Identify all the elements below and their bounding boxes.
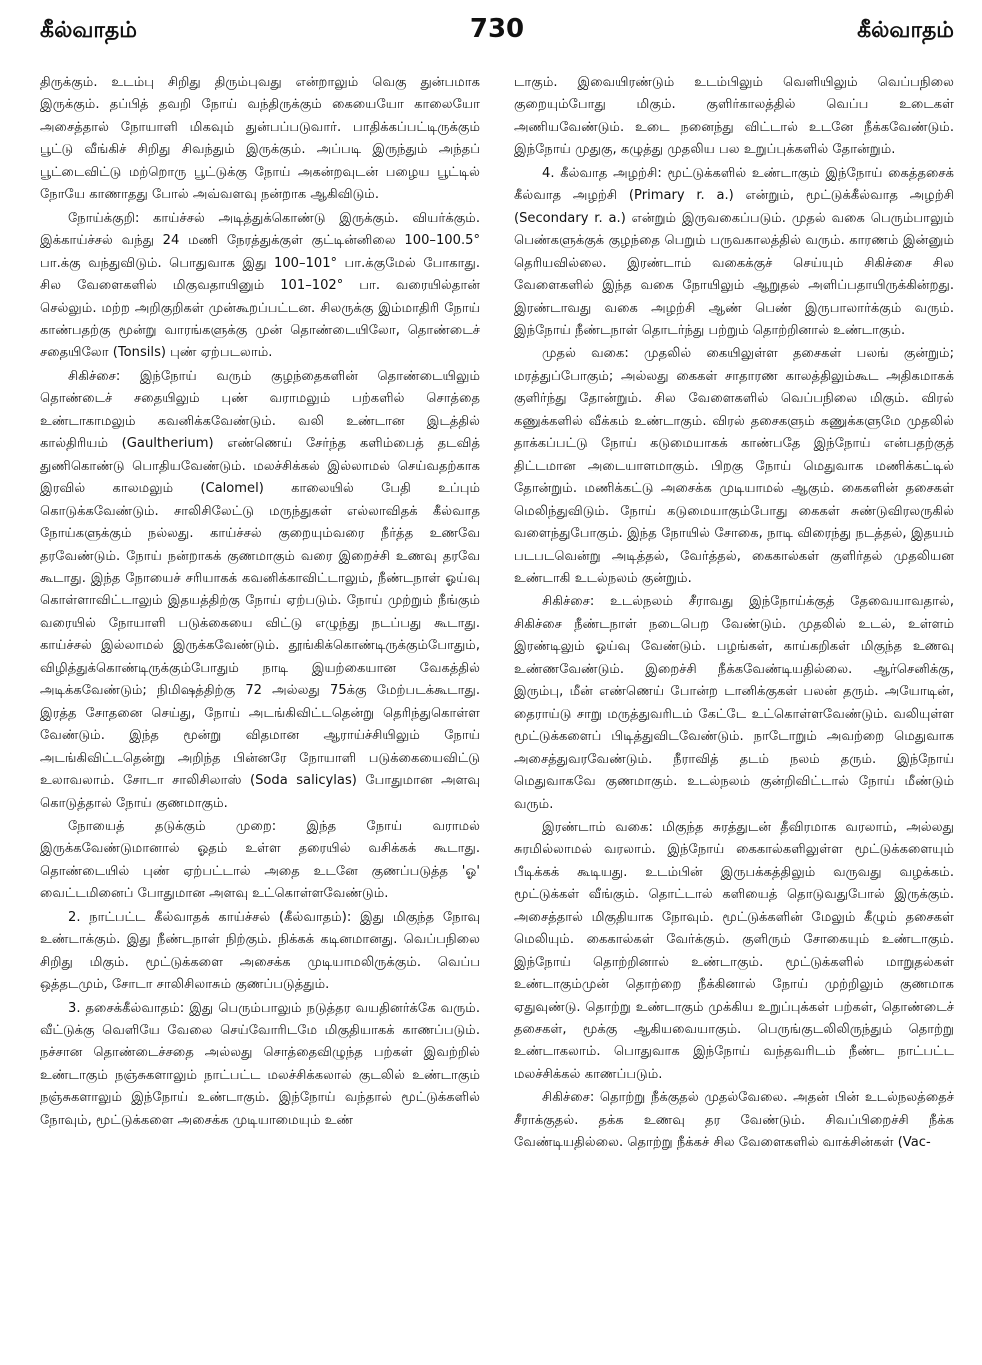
paragraph: சிகிச்சை: உடல்நலம் சீராவது இந்நோய்க்குத் தேவையாவதால், சிகிச்சை நீண்டநாள் நடைபெற வேண்டும். முதலில் உடல், உள்ளம் இரண்டிலும் ஓய்வு வேண்டும். பழங்கள், காய்கறிகள் மிகுந்த உணவு உண்ணவேண்டும். இறைச்சி நீக்கவேண்டியதில்லை. ஆர்செனிக்கு, இரும்பு, மீன் எண்ணெய் போன்ற டானிக்குகள் பலன் தரும். அயோடின், தைராய்டு சாறு மருத்துவரிடம் கேட்டே உட்கொள்ளவேண்டும். வலியுள்ள மூட்டுக்களைப் பிடித்துவிடவேண்டும். நாடோறும் அவற்றை மெதுவாக அசைத்துவரவேண்டும். நீராவித் தடம் நலம் தரும். இந்நோய் மெதுவாகவே குணமாகும். உடல்நலம் குன்றிவிட்டால் நோய் மீண்டும் வரும். [514,594,954,812]
paragraph: சிகிச்சை: தொற்று நீக்குதல் முதல்வேலை. அதன் பின் உடல்நலத்தைச் சீராக்குதல். தக்க உணவு தர வேண்டும். சிவப்பிறைச்சி நீக்க வேண்டியதில்லை. தொற்று நீக்கச் சில வேளைகளில் வாக்சின்கள் (Vac- [514,1090,954,1151]
paragraph: 4. கீல்வாத அழற்சி: மூட்டுக்களில் உண்டாகும் இந்நோய் கைத்தசைக் கீல்வாத அழற்சி (Primary r. a.) என்றும், மூட்டுக்கீல்வாத அழற்சி (Secondary r. a.) என்றும் இருவகைப்படும். முதல் வகை பெரும்பாலும் பெண்களுக்குக் குழந்தை பெறும் பருவகாலத்தில் வரும். காரணம் இன்னும் தெரியவில்லை. இரண்டாம் வகைக்குச் செய்யும் சிகிச்சை சில வேளைகளில் இந்த வகை நோயிலும் ஆறுதல் அளிப்பதாயிருக்கின்றது. இரண்டாவது வகை அழற்சி ஆண் பெண் இருபாலார்க்கும் வரும். இந்நோய் நீண்டநாள் தொடர்ந்து பற்றும் தொற்றினால் உண்டாகும். [514,165,954,338]
right-column [514,72,954,1155]
text-columns [40,72,954,1155]
paragraph: 3. தசைக்கீல்வாதம்: இது பெரும்பாலும் நடுத்தர வயதினர்க்கே வரும். வீட்டுக்கு வெளியே வேலை செய்வோரிடமே மிகுதியாகக் காணப்படும். நச்சான தொண்டைச்சதை அல்லது சொத்தைவிழுந்த பற்கள் இவற்றில் உண்டாகும் நஞ்சுகளாலும் நாட்பட்ட மலச்சிக்கலால் குடலில் உண்டாகும் நஞ்சுகளாலும் இந்நோய் உண்டாகும். இந்நோய் வந்தால் மூட்டுக்களில் நோவும், மூட்டுக்களை அசைக்க முடியாமையும் உண் [40,1000,480,1128]
paragraph: திருக்கும். உடம்பு சிறிது திரும்புவது என்றாலும் வெகு துன்பமாக இருக்கும். தப்பித் தவறி நோய் வந்திருக்கும் கையையோ காலையோ அசைத்தால் நோயாளி மிகவும் துன்பப்படுவார். பாதிக்கப்பட்டிருக்கும் பூட்டு வீங்கிச் சிறிது சிவந்தும் இருக்கும். அப்படி இருந்தும் அந்தப் பூட்டைவிட்டு மற்றொரு பூட்டுக்கு நோய் அகன்றவுடன் பழைய பூட்டில் நோயே காணாதது போல் அவ்வளவு நன்றாக ஆகிவிடும். [40,75,480,203]
left-column [40,72,480,1155]
paragraph: சிகிச்சை: இந்நோய் வரும் குழந்தைகளின் தொண்டையிலும் தொண்டைச் சதையிலும் புண் வராமலும் பற்களில் சொத்தை உண்டாகாமலும் கவனிக்கவேண்டும். வலி உண்டான இடத்தில் கால்திரியம் (Gaultherium) எண்ணெய் சேர்ந்த களிம்பைத் தடவித் துணிகொண்டு பொதியவேண்டும். மலச்சிக்கல் இல்லாமல் செய்வதற்காக இரவில் காலமலும் (Calomel) காலையில் பேதி உப்பும் கொடுக்கவேண்டும். சாலிசிலேட்டு மருந்துகள் எல்லாவிதக் கீல்வாத நோய்களுக்கும் நல்லது. காய்ச்சல் குறையும்வரை நீர்த்த உணவே தரவேண்டும். நோய் நன்றாகக் குணமாகும் வரை இறைச்சி உணவு தரவே கூடாது. இந்த நோயைச் சரியாகக் கவனிக்காவிட்டாலும், நீண்டநாள் ஓய்வு கொள்ளாவிட்டாலும் இதயத்திற்கு நோய் ஏற்படும். நோய் முற்றும் நீங்கும் வரையில் நோயாளி படுக்கையை விட்டு எழுந்து நடப்பது கூடாது. காய்ச்சல் இல்லாமல் இருக்கவேண்டும். தூங்கிக்கொண்டிருக்கும்போதும், விழித்துக்கொண்டிருக்கும்போதும் நாடி இயற்கையான வேகத்தில் அடிக்கவேண்டும்; நிமிஷத்திற்கு 72 அல்லது 75க்கு மேற்படக்கூடாது. இரத்த சோதனை செய்து, நோய் அடங்கிவிட்டதென்று தெரிந்துகொள்ள வேண்டும். இந்த மூன்று விதமான ஆராய்ச்சியிலும் நோய் அடங்கிவிட்டதென்று அறிந்த பின்னரே நோயாளி படுக்கையைவிட்டு உலாவலாம். சோடா சாலிசிலாஸ் (Soda salicylas) போதுமான அளவு கொடுத்தால் நோய் குணமாகும். [40,368,480,811]
paragraph: நோயைத் தடுக்கும் முறை: இந்த நோய் வராமல் இருக்கவேண்டுமானால் ஓதம் உள்ள தரையில் வசிக்கக் கூடாது. தொண்டையில் புண் ஏற்பட்டால் அதை உடனே குணப்படுத்த 'ஓ' வைட்டமினைப் போதுமான அளவு உட்கொள்ளவேண்டும். [40,818,480,902]
running-head-right: கீல்வாதம் [857,18,954,43]
paragraph: இரண்டாம் வகை: மிகுந்த சுரத்துடன் தீவிரமாக வரலாம், அல்லது சுரமில்லாமல் வரலாம். இந்நோய் கைகால்களிலுள்ள மூட்டுக்களையும் பீடிக்கக் கூடியது. உடம்பின் இருபக்கத்திலும் வருவது வழக்கம். மூட்டுக்கள் வீங்கும். தொட்டால் களியைத் தொடுவதுபோல் இருக்கும். அசைத்தால் மிகுதியாக நோவும். மூட்டுக்களின் மேலும் கீழும் தசைகள் மெலியும். கைகால்கள் வேர்க்கும். குளிரும் சோகையும் உண்டாகும். இந்நோய் தொற்றினால் உண்டாகும். மூட்டுக்களில் மாறுதல்கள் உண்டாகும்முன் தொற்றை நீக்கினால் நோய் முற்றிலும் குணமாக ஏதுவுண்டு. தொற்று உண்டாகும் முக்கிய உறுப்புக்கள் பற்கள், தொண்டைச் தசைகள், மூக்கு ஆகியவையாகும். பெருங்குடலிலிருந்தும் தொற்று உண்டாகலாம். பொதுவாக இந்நோய் வந்தவரிடம் நீண்ட நாட்பட்ட மலச்சிக்கல் காணப்படும். [514,819,954,1082]
paragraph: முதல் வகை: முதலில் கையிலுள்ள தசைகள் பலங் குன்றும்; மரத்துப்போகும்; அல்லது கைகள் சாதாரண காலத்திலும்கூட அதிகமாகக் குளிர்ந்து தோன்றும். சில வேளைகளில் வெப்பநிலை மிகும். விரல் கணுக்களில் வீக்கம் உண்டாகும். விரல் தசைகளும் கணுக்களுமே முதலில் தாக்கப்பட்டு நோய் கடுமையாகக் காண்பதே இந்நோய் என்பதற்குத் திட்டமான அடையாளமாகும். பிறகு நோய் மெதுவாக மணிக்கட்டில் தோன்றும். மணிக்கட்டு அசைக்க முடியாமல் ஆகும். கைகளின் தசைகள் மெலிந்துவிடும். நோய் கடுமையாகும்போது கைகள் சுண்டுவிரலருகில் வளைந்துபோகும். இந்த நோயில் சோகை, நாடி விரைந்து நடத்தல், இதயம் படபடவென்று அடித்தல், வேர்த்தல், கைகால்கள் குளிர்தல் முதலியன உண்டாகி உடல்நலம் குன்றும். [514,346,954,586]
page-header [40,14,954,58]
running-head-left: கீல்வாதம் [40,18,137,43]
paragraph: டாகும். இவையிரண்டும் உடம்பிலும் வெளியிலும் வெப்பநிலை குறையும்போது மிகும். குளிர்காலத்தில் வெப்ப உடைகள் அணியவேண்டும். உடை நனைந்து விட்டால் உடனே நீக்கவேண்டும். இந்நோய் முதுகு, கழுத்து முதலிய பல உறுப்புக்களில் தோன்றும். [514,75,954,158]
page-number: 730 [469,14,525,44]
paragraph: நோய்க்குறி: காய்ச்சல் அடித்துக்கொண்டு இருக்கும். வியர்க்கும். இக்காய்ச்சல் வந்து 24 மணி நேரத்துக்குள் குட்டின்னிலை 100–100.5° பா.க்கு வந்துவிடும். பொதுவாக இது 100–101° பா.க்குமேல் போகாது. சில வேளைகளில் மிகுவதாயினும் 101–102° பா. வரையில்தான் செல்லும். மற்ற அறிகுறிகள் முன்கூறப்பட்டன. சிலருக்கு இம்மாதிரி நோய் காண்பதற்கு மூன்று வாரங்களுக்கு முன் தொண்டையிலோ, தொண்டைச் சதையிலோ (Tonsils) புண் ஏற்படலாம். [40,210,480,361]
paragraph: 2. நாட்பட்ட கீல்வாதக் காய்ச்சல் (கீல்வாதம்): இது மிகுந்த நோவு உண்டாக்கும். இது நீண்டநாள் நிற்கும். நிக்கக் கடினமானது. வெப்பநிலை சிறிது மிகும். மூட்டுக்களை அசைக்க முடியாமலிருக்கும். வெப்ப ஒத்தடமும், சோடா சாலிசிலாசும் குணப்படுத்தும். [40,909,480,993]
